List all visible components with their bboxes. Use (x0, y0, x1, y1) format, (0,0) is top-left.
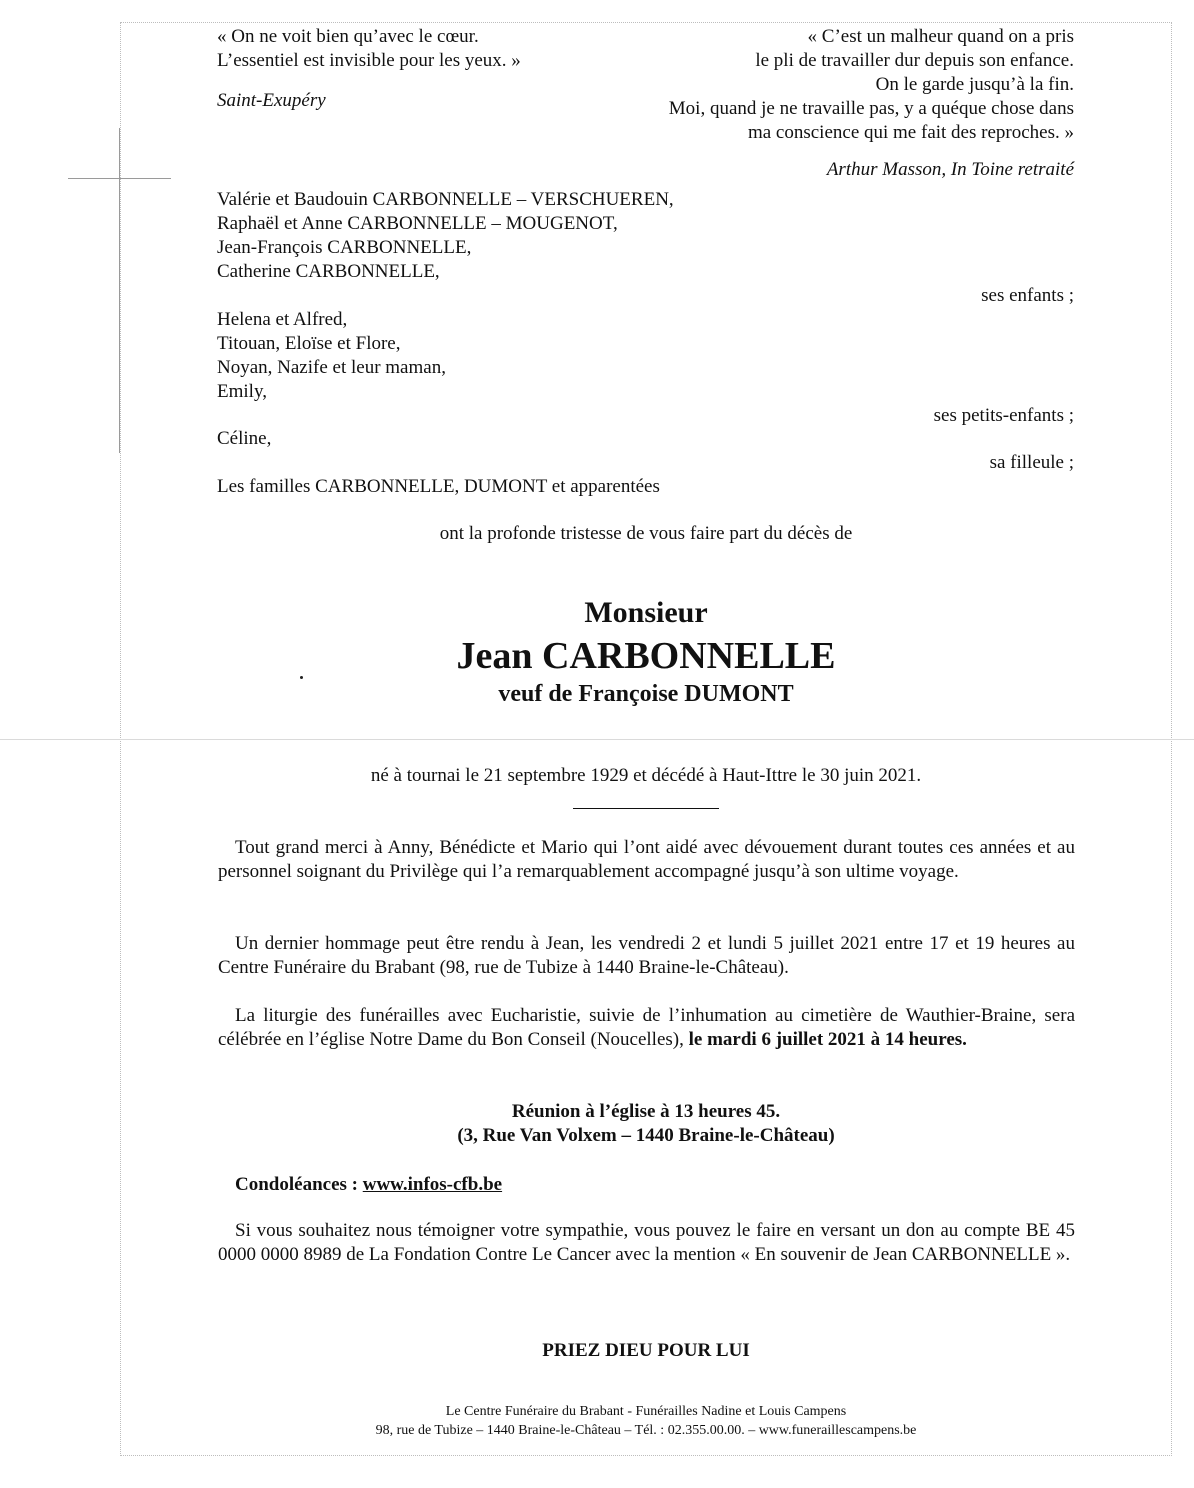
child-name: Valérie et Baudouin CARBONNELLE – VERSCHUEREN, (217, 189, 674, 210)
families: Les familles CARBONNELLE, DUMONT et apparentées (217, 476, 660, 497)
quote-right-author: Arthur Masson, In Toine retraité (826, 159, 1074, 180)
child-name: Catherine CARBONNELLE, (217, 261, 440, 282)
liturgy-text: La liturgie des funérailles avec Eucharistie, suivie de l’inhumation au cimetière de Wauthier-Braine, sera célébrée en l’église Notre Dame du Bon Conseil (Noucelles), (218, 1005, 1075, 1050)
grandchild-name: Titouan, Eloïse et Flore, (217, 333, 401, 354)
thanks-paragraph: Tout grand merci à Anny, Bénédicte et Mario qui l’ont aidé avec dévouement durant toutes ces années et au personnel soignant du Privilège qui l’a remarquablement accompagné jusqu’à son ultime voyage. (218, 837, 1075, 882)
liturgy-paragraph (218, 1004, 1075, 1052)
liturgy-date: le mardi 6 juillet 2021 à 14 heures. (688, 1029, 967, 1050)
footer-line1: Le Centre Funéraire du Brabant - Funérailles Nadine et Louis Campens (445, 1404, 847, 1419)
goddaughter-relation: sa filleule ; (989, 452, 1074, 473)
quote-right-line5: ma conscience qui me fait des reproches. » (747, 122, 1074, 143)
child-name: Raphaël et Anne CARBONNELLE – MOUGENOT, (217, 213, 618, 234)
quote-right-line3: On le garde jusqu’à la fin. (875, 74, 1074, 95)
quote-left-line1: « On ne voit bien qu’avec le cœur. (217, 26, 479, 47)
goddaughter-name: Céline, (217, 428, 272, 449)
child-name: Jean-François CARBONNELLE, (217, 237, 472, 258)
birth-death: né à tournai le 21 septembre 1929 et décédé à Haut-Ittre le 30 juin 2021. (370, 765, 922, 786)
separator-rule (573, 808, 719, 809)
quote-left-line2: L’essentiel est invisible pour les yeux. » (217, 50, 521, 71)
prayer: PRIEZ DIEU POUR LUI (542, 1340, 750, 1361)
deceased-name: Jean CARBONNELLE (456, 635, 836, 677)
children-relation: ses enfants ; (981, 285, 1074, 306)
quote-right-line2: le pli de travailler dur depuis son enfance. (755, 50, 1074, 71)
condolences-label: Condoléances : (235, 1174, 363, 1195)
meeting-line1: Réunion à l’église à 13 heures 45. (511, 1101, 781, 1122)
footer-line2: 98, rue de Tubize – 1440 Braine-le-Château – Tél. : 02.355.00.00. – www.funeraillescampens.be (375, 1423, 917, 1438)
quote-right-line4: Moi, quand je ne travaille pas, y a quéque chose dans (668, 98, 1074, 119)
cross-icon-vertical (119, 128, 120, 453)
quote-left-author: Saint-Exupéry (217, 90, 326, 111)
grandchildren-relation: ses petits-enfants ; (933, 405, 1074, 426)
fold-line (0, 739, 1194, 740)
tribute-paragraph: Un dernier hommage peut être rendu à Jean, les vendredi 2 et lundi 5 juillet 2021 entre 17 et 19 heures au Centre Funéraire du Brabant (98, rue de Tubize à 1440 Braine-le-Château). (218, 933, 1075, 978)
announcement: ont la profonde tristesse de vous faire part du décès de (439, 523, 853, 544)
deceased-title: Monsieur (584, 596, 708, 629)
cross-icon-horizontal (68, 178, 171, 179)
donation-paragraph: Si vous souhaitez nous témoigner votre sympathie, vous pouvez le faire en versant un don au compte BE 45 0000 0000 8989 de La Fondation Contre Le Cancer avec la mention « En souvenir de Jean CARBONNELLE ». (218, 1220, 1075, 1265)
grandchild-name: Emily, (217, 381, 267, 402)
meeting-line2: (3, Rue Van Volxem – 1440 Braine-le-Château) (457, 1125, 835, 1146)
condolences-link[interactable]: www.infos-cfb.be (362, 1174, 503, 1195)
grandchild-name: Noyan, Nazife et leur maman, (217, 357, 446, 378)
condolences (235, 1173, 502, 1197)
grandchild-name: Helena et Alfred, (217, 309, 348, 330)
deceased-widower: veuf de Françoise DUMONT (498, 681, 794, 707)
quote-right-line1: « C’est un malheur quand on a pris (807, 26, 1074, 47)
